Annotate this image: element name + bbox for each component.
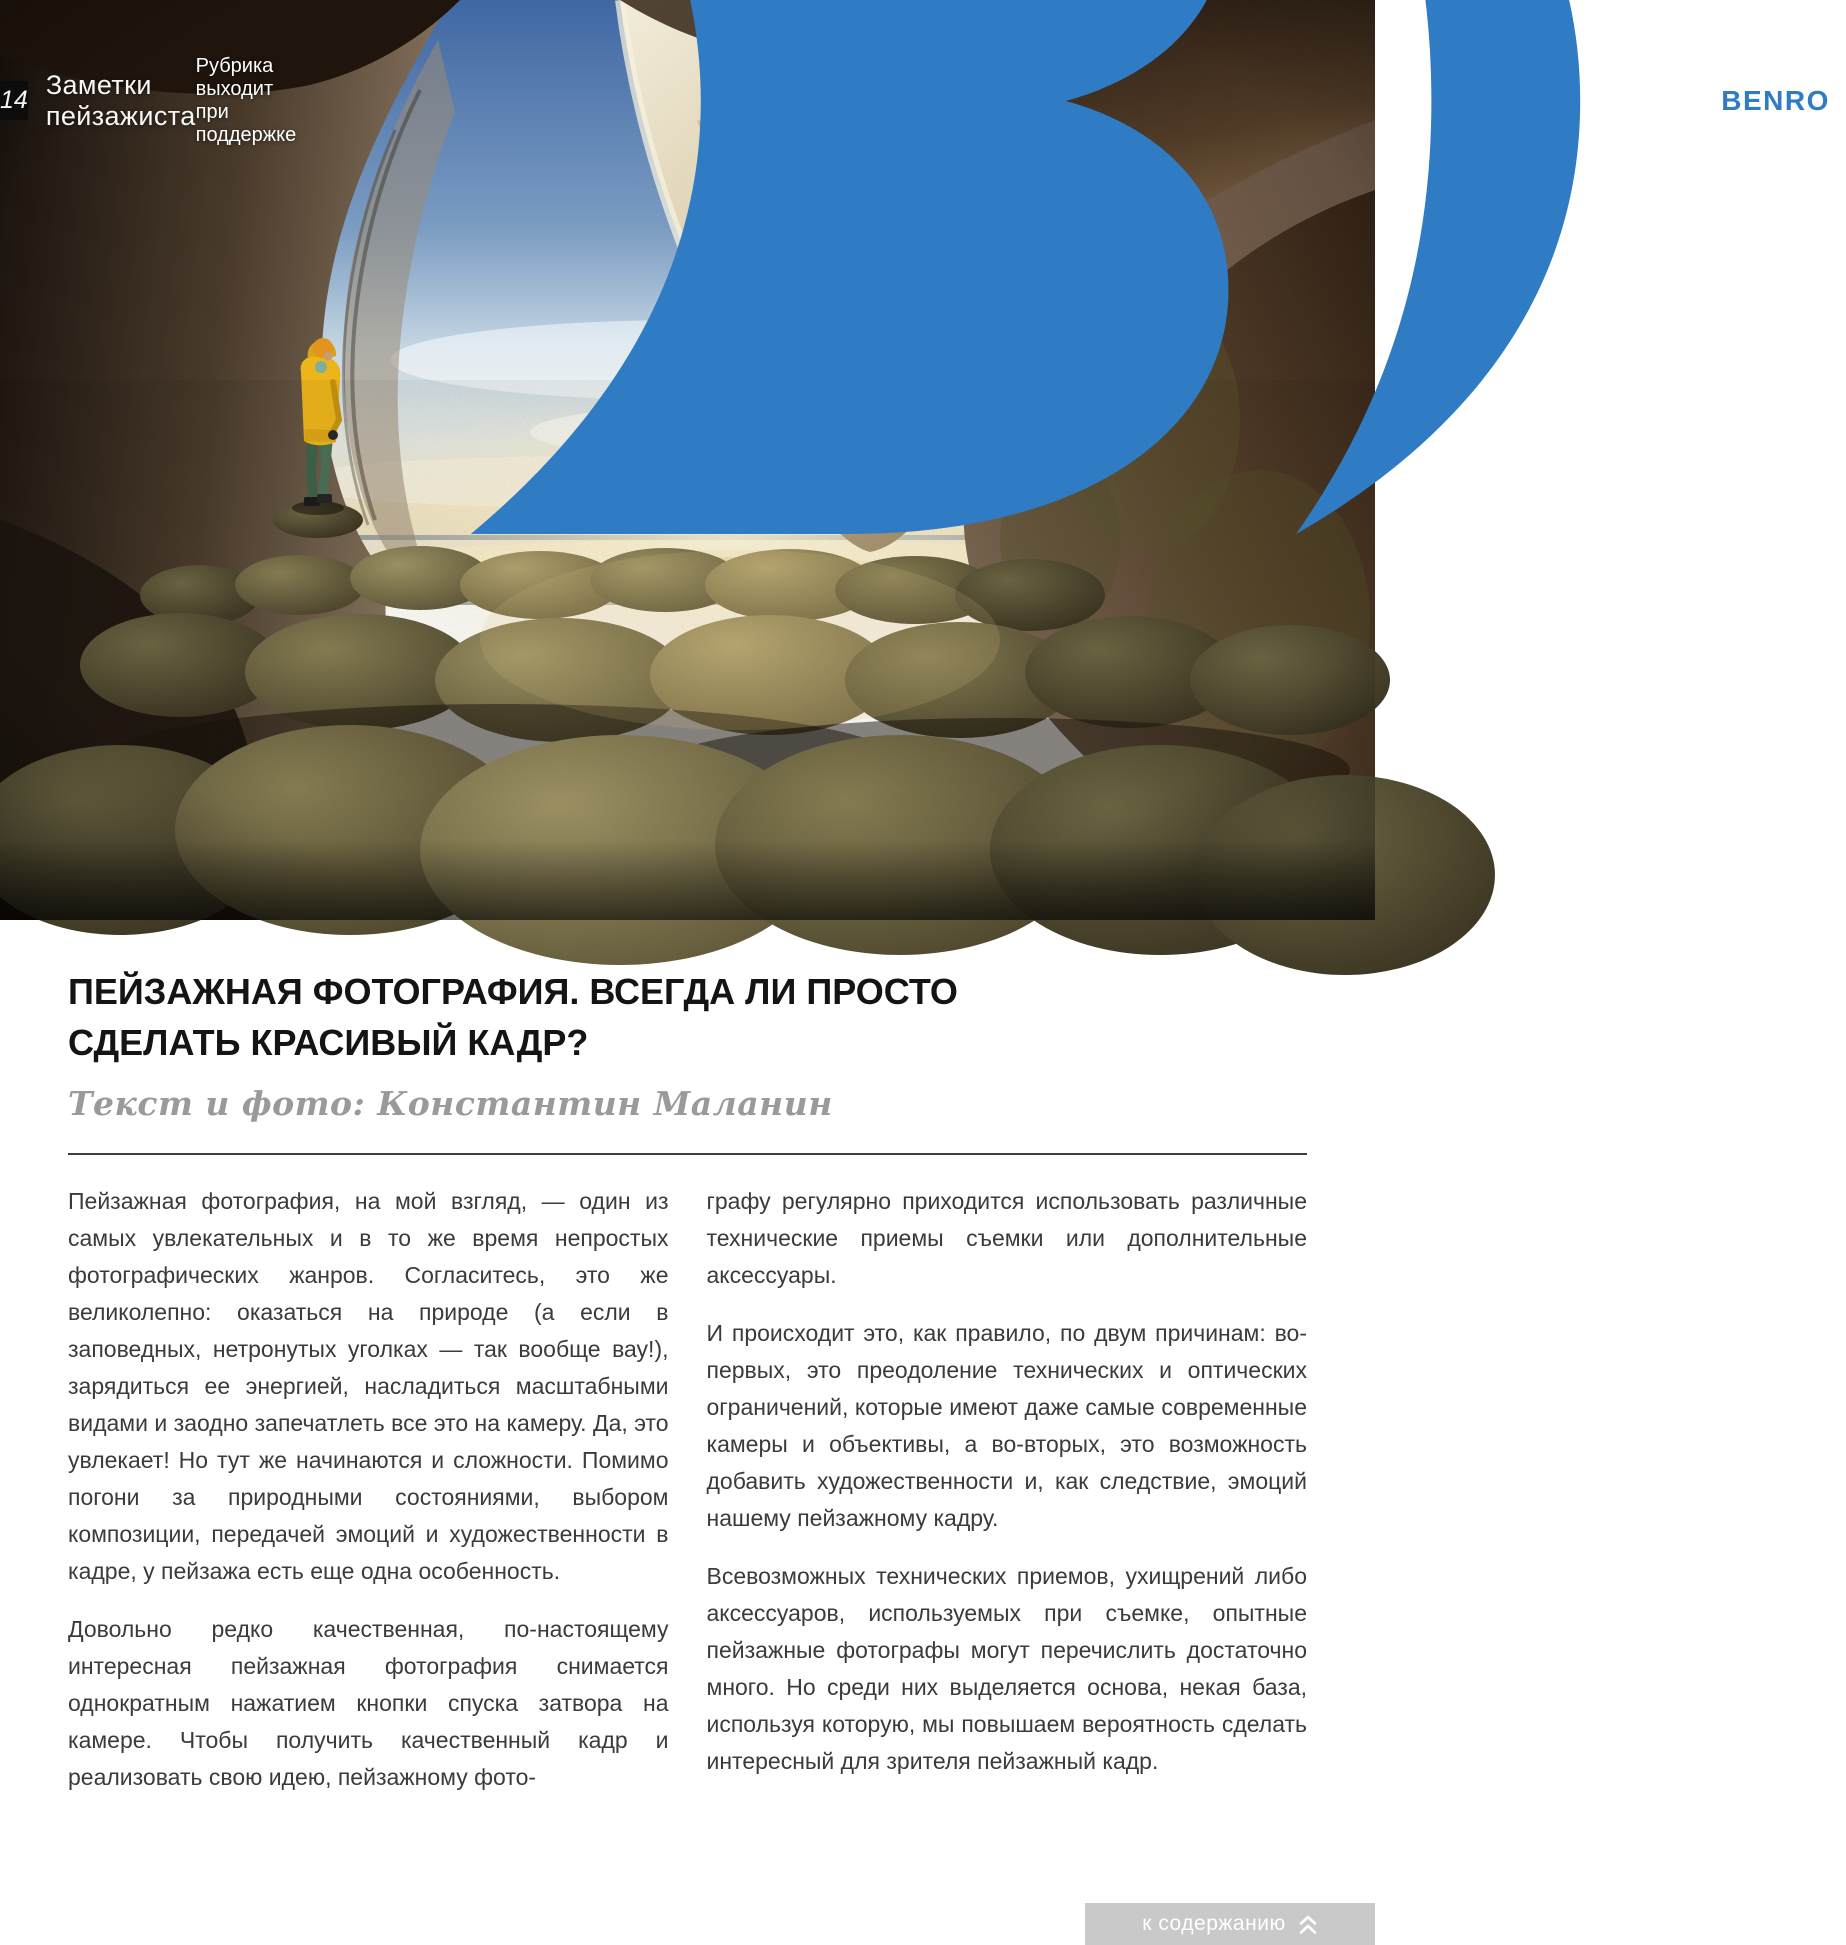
- benro-logo-text: BENRO: [1721, 84, 1830, 116]
- paragraph: Пейзажная фотография, на мой взгляд, — один из самых увлекательных и в то же время непростых фотографических жанров. Согласитесь, это же великолепно: оказаться на природе (а если в заповедных, нетронутых уголках — так вообще вау!), зарядиться ее энергией, насладиться масштабными видами и заодно запечатлеть все это на камеру. Да, это увлекает! Но тут же начинаются и сложности. Помимо погони за природными состояниями, выбором композиции, передачей эмоций и художественности в кадре, у пейзажа есть еще одна особенность.: [68, 1188, 669, 1585]
- paragraph: Довольно редко качественная, по-настоящему интересная пейзажная фотография снимается однократным нажатием кнопки спуска затвора на камере. Чтобы получить качественный кадр и реализовать свою идею, пейзажному фото-: [68, 1616, 669, 1791]
- column-right: [707, 1183, 1308, 1817]
- paragraph: Всевозможных технических приемов, ухищрений либо аксессуаров, используемых при съемке, опытные пейзажные фотографы могут перечислить достаточно много. Но среди них выделяется основа, некая база, используя которую, мы повышаем вероятность сделать интересный для зрителя пейзажный кадр.: [706, 1563, 1307, 1775]
- benro-logo-icon: [338, 0, 1713, 561]
- sponsor-note: Рубрика выходит при поддержке: [195, 54, 297, 146]
- page-number: 14: [0, 81, 28, 120]
- paragraph: графу регулярно приходится использовать различные технические приемы съемки или дополнительные аксессуары.: [706, 1188, 1307, 1289]
- page-header: [0, 54, 1830, 146]
- section-title: Заметки пейзажиста: [45, 69, 196, 131]
- toc-button[interactable]: [1085, 1903, 1375, 1945]
- benro-logo: [338, 0, 1846, 561]
- chevrons-up-icon: [1298, 1915, 1318, 1934]
- article-body: [68, 1183, 1307, 1817]
- article-byline: Текст и фото: Константин Маланин: [68, 1084, 833, 1124]
- paragraph: И происходит это, как правило, по двум причинам: во-первых, это преодоление технических и оптических ограничений, которые имеют даже самые современные камеры и объективы, а во-вторых, это возможность добавить художественности и, как следствие, эмоций нашему пейзажному кадру.: [706, 1320, 1307, 1532]
- byline-divider: [68, 1153, 1307, 1155]
- header-right-group: [196, 0, 1846, 561]
- column-left: [68, 1183, 669, 1817]
- title-line-1: ПЕЙЗАЖНАЯ ФОТОГРАФИЯ. ВСЕГДА ЛИ ПРОСТО: [68, 971, 958, 1012]
- hero-photo: [0, 0, 1830, 920]
- title-line-2: СДЕЛАТЬ КРАСИВЫЙ КАДР?: [68, 1022, 589, 1064]
- article-title: [68, 966, 1128, 1068]
- article-content: [0, 966, 1375, 1817]
- toc-button-label: к содержанию: [1142, 1912, 1286, 1935]
